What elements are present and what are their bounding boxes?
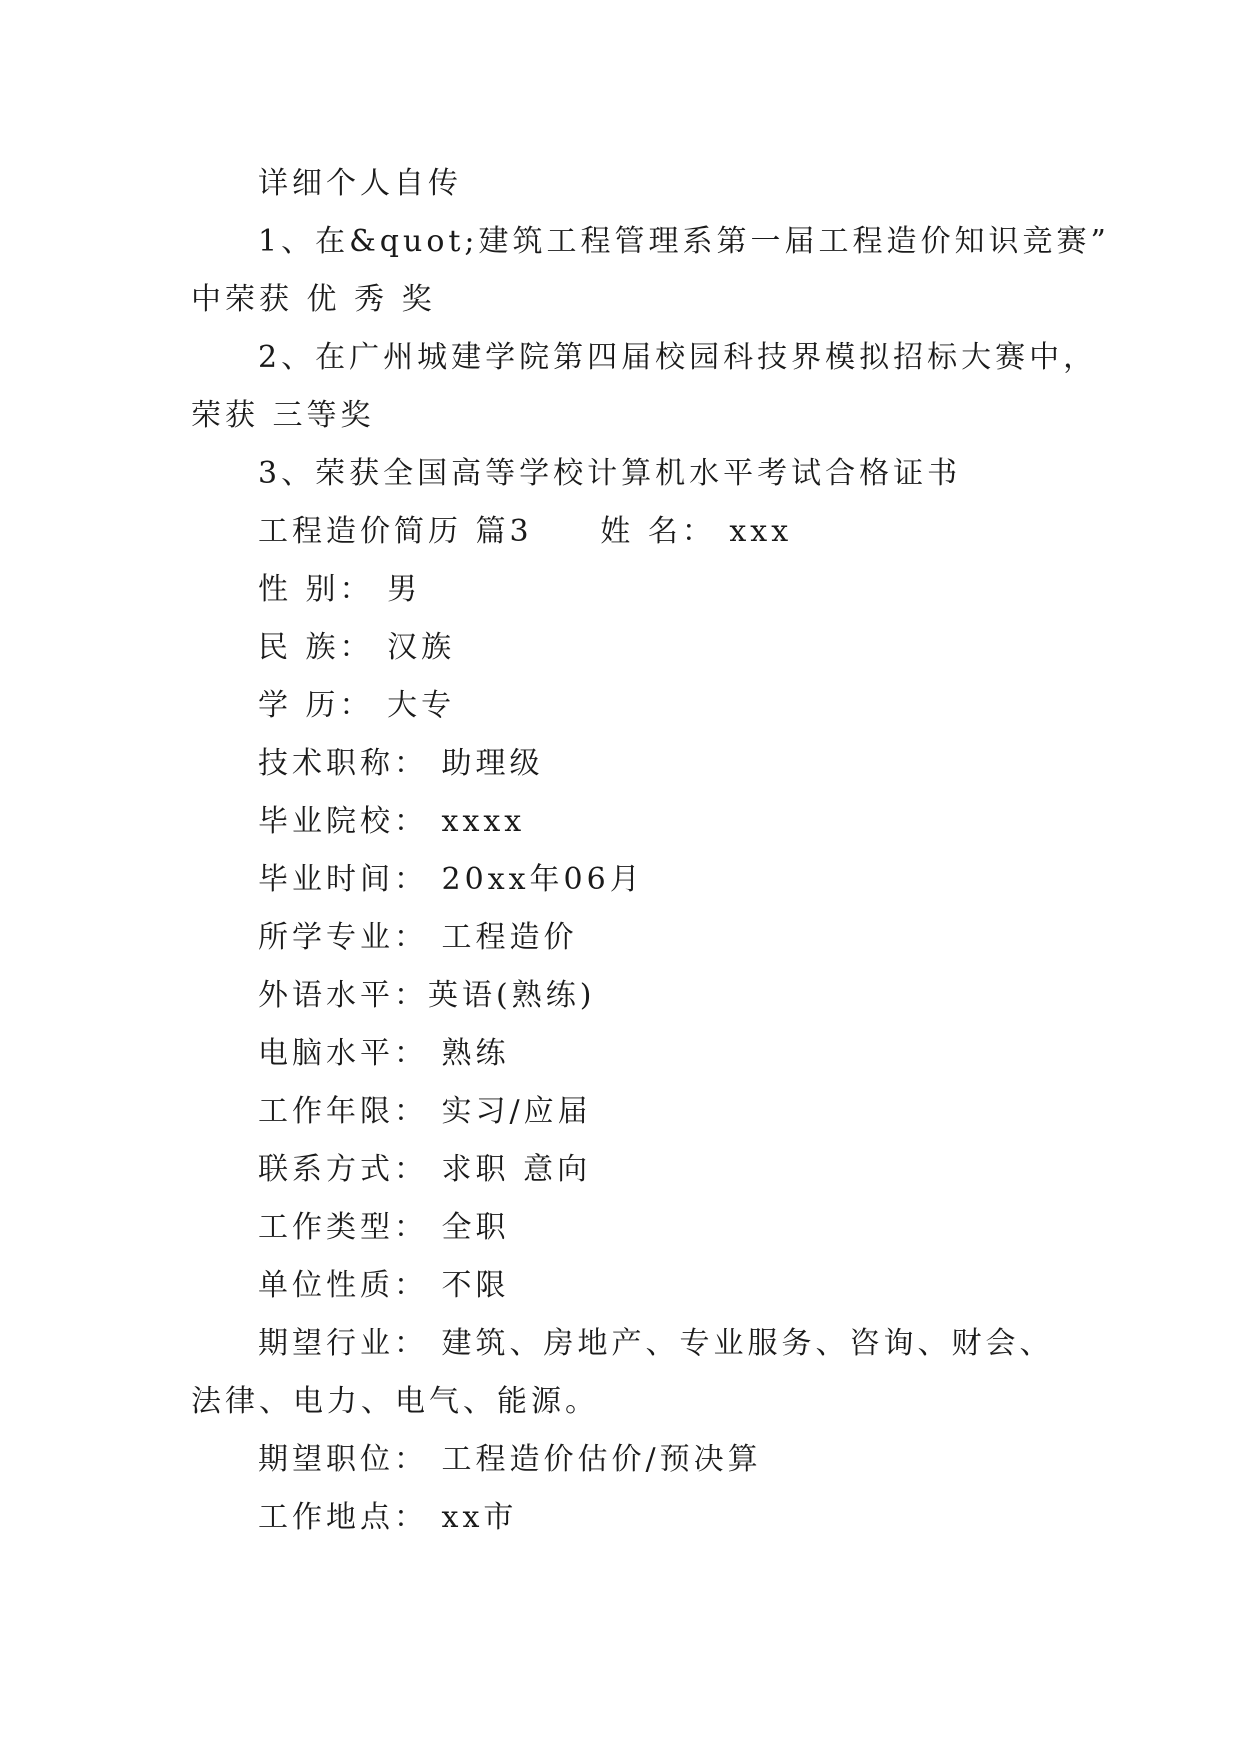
field-gender: 性 别： 男 — [258, 572, 422, 607]
field-title: 技术职称： 助理级 — [258, 746, 544, 781]
award-item: 1、在&quot;建筑工程管理系第一届工程造价知识竞赛” — [258, 224, 1110, 259]
field-contact: 联系方式： 求职 意向 — [258, 1152, 592, 1187]
field-graduation-date: 毕业时间： 20xx年06月 — [258, 862, 644, 897]
field-company-type: 单位性质： 不限 — [258, 1268, 510, 1303]
field-computer-skill: 电脑水平： 熟练 — [258, 1036, 510, 1071]
field-job-type: 工作类型： 全职 — [258, 1210, 510, 1245]
field-major: 所学专业： 工程造价 — [258, 920, 578, 955]
field-industry-continued: 法律、电力、电气、能源。 — [191, 1384, 599, 1419]
field-education: 学 历： 大专 — [258, 688, 456, 723]
field-work-years: 工作年限： 实习/应届 — [258, 1094, 592, 1129]
field-school: 毕业院校： xxxx — [258, 804, 526, 839]
field-position: 期望职位： 工程造价估价/预决算 — [258, 1442, 762, 1477]
resume-heading-name: 工程造价简历 篇3 姓 名： xxx — [258, 514, 793, 549]
award-item-continued: 荣获 三等奖 — [191, 398, 375, 433]
award-item: 3、荣获全国高等学校计算机水平考试合格证书 — [258, 456, 962, 491]
section-heading: 详细个人自传 — [258, 166, 462, 201]
field-language: 外语水平：英语(熟练) — [258, 978, 596, 1013]
field-industry: 期望行业： 建筑、房地产、专业服务、咨询、财会、 — [258, 1326, 1054, 1361]
award-item-continued: 中荣获 优 秀 奖 — [191, 282, 436, 317]
award-item: 2、在广州城建学院第四届校园科技界模拟招标大赛中， — [258, 340, 1098, 375]
field-location: 工作地点： xx市 — [258, 1500, 518, 1535]
field-ethnicity: 民 族： 汉族 — [258, 630, 456, 665]
